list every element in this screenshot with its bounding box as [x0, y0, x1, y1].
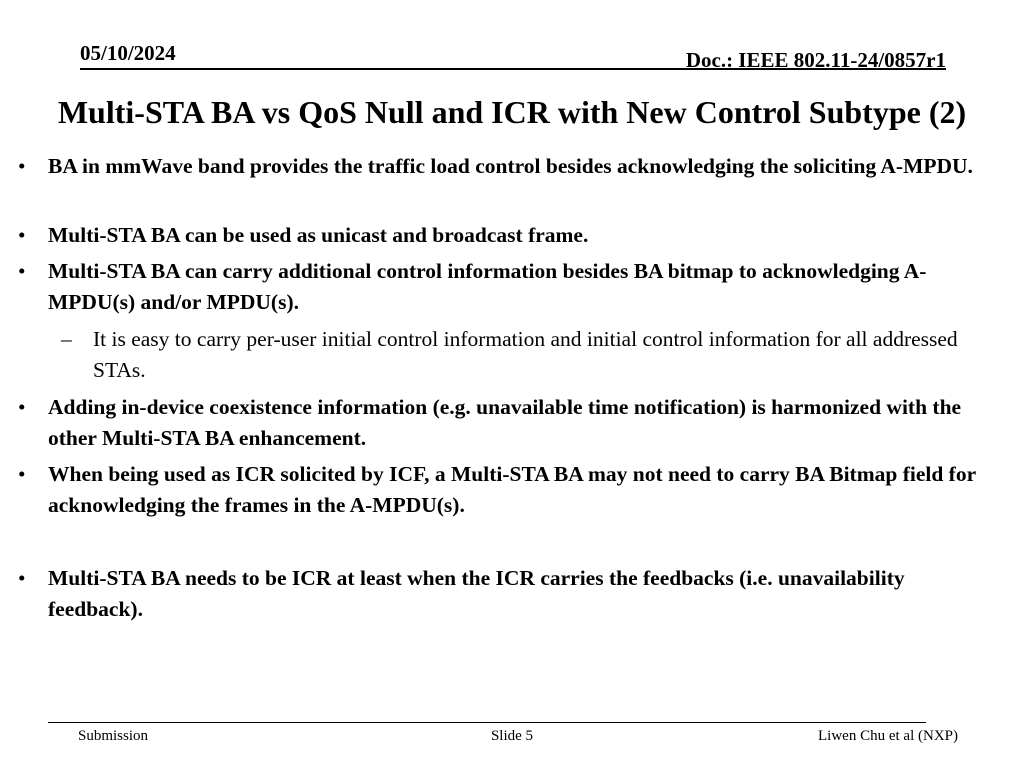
bullet-text: Multi-STA BA can be used as unicast and broadcast frame.: [48, 223, 589, 247]
bullet-2: [18, 220, 998, 251]
bullet-mark: •: [18, 259, 26, 283]
bullet-1: [18, 151, 998, 182]
slide-title: Multi-STA BA vs QoS Null and ICR with New Control Subtype (2): [57, 94, 967, 130]
bullet-text: Multi-STA BA can carry additional control information besides BA bitmap to acknowledging A-MPDU(s) and/or MPDU(s).: [48, 259, 927, 314]
header-rule: [80, 68, 946, 70]
sub-bullet-text: It is easy to carry per-user initial control information and initial control information for all addressed STAs.: [93, 327, 958, 382]
footer-rule: [48, 722, 926, 723]
bullet-text: BA in mmWave band provides the traffic load control besides acknowledging the soliciting A-MPDU.: [48, 154, 973, 178]
bullet-text: Adding in-device coexistence information (e.g. unavailable time notification) is harmonized with the other Multi-STA BA enhancement.: [48, 395, 962, 450]
sub-bullet-mark: –: [61, 327, 72, 351]
bullet-text: Multi-STA BA needs to be ICR at least when the ICR carries the feedbacks (i.e. unavailability feedback).: [48, 566, 905, 621]
bullet-3: [18, 256, 998, 318]
bullet-5: [18, 459, 998, 521]
footer-author: Liwen Chu et al (NXP): [818, 728, 958, 744]
bullet-6: [18, 563, 998, 625]
bullet-text: When being used as ICR solicited by ICF, a Multi-STA BA may not need to carry BA Bitmap field for acknowledging the frames in the A-MPDU(s).: [48, 462, 976, 517]
bullet-mark: •: [18, 223, 26, 247]
bullet-mark: •: [18, 566, 26, 590]
bullet-mark: •: [18, 154, 26, 178]
footer-submission: Submission: [78, 728, 149, 744]
footer-slide-number: Slide 5: [490, 728, 534, 744]
bullet-mark: •: [18, 395, 26, 419]
header-doc-id: Doc.: IEEE 802.11-24/0857r1: [685, 48, 946, 72]
bullet-mark: •: [18, 462, 26, 486]
sub-bullet-1: [61, 324, 998, 386]
bullet-4: [18, 392, 998, 454]
header-date: 05/10/2024: [80, 41, 176, 65]
